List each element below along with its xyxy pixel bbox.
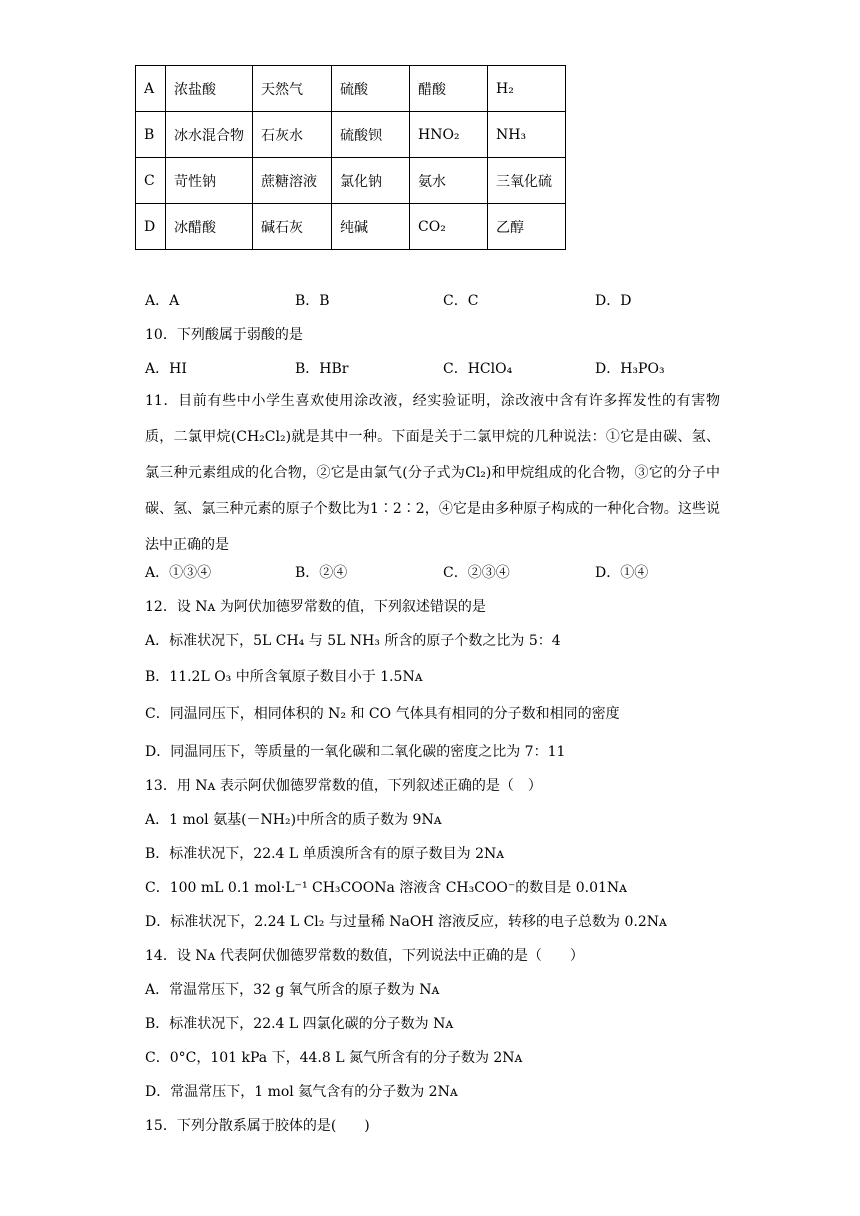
q9-option-b: B．B — [295, 293, 330, 309]
q12-stem: 12．设 Nᴀ 为阿伏加德罗常数的值，下列叙述错误的是 — [145, 599, 486, 615]
q13-option-b: B．标准状况下，22.4 L 单质溴所含有的原子数目为 2Nᴀ — [145, 846, 505, 862]
table-cell: C — [136, 158, 166, 204]
q10-stem: 10．下列酸属于弱酸的是 — [145, 327, 303, 343]
table-row — [136, 204, 566, 250]
table-cell: A — [136, 66, 166, 112]
q13-option-c: C．100 mL 0.1 mol·L⁻¹ CH₃COONa 溶液含 CH₃COO⁻的数目是 0.01Nᴀ — [145, 880, 628, 896]
table-cell: 蔗糖溶液 — [253, 158, 332, 204]
q13-option-d: D．标准状况下，2.24 L Cl₂ 与过量稀 NaOH 溶液反应，转移的电子总数为 0.2Nᴀ — [145, 914, 667, 930]
q14-option-d: D．常温常压下，1 mol 氦气含有的分子数为 2Nᴀ — [145, 1084, 458, 1100]
table-cell: 冰水混合物 — [166, 112, 253, 158]
q12-option-d: D．同温同压下，等质量的一氧化碳和二氧化碳的密度之比为 7：11 — [145, 744, 566, 760]
table-cell: 天然气 — [253, 66, 332, 112]
q11-option-b: B．②④ — [295, 565, 348, 581]
q11-option-d: D．①④ — [595, 565, 649, 581]
table-cell: 醋酸 — [410, 66, 488, 112]
table-cell: D — [136, 204, 166, 250]
table-cell: 碱石灰 — [253, 204, 332, 250]
q10-option-d: D．H₃PO₃ — [595, 361, 665, 377]
table-cell: 氨水 — [410, 158, 488, 204]
q15-stem: 15．下列分散系属于胶体的是( ) — [145, 1118, 370, 1134]
table-row — [136, 158, 566, 204]
table-cell: 纯碱 — [332, 204, 410, 250]
table-cell: 冰醋酸 — [166, 204, 253, 250]
q12-option-a: A．标准状况下，5L CH₄ 与 5L NH₃ 所含的原子个数之比为 5：4 — [145, 633, 561, 649]
q9-option-a: A．A — [145, 293, 180, 309]
q13-stem: 13．用 Nᴀ 表示阿伏伽德罗常数的值，下列叙述正确的是（ ） — [145, 778, 542, 794]
q9-option-d: D．D — [595, 293, 632, 309]
table-cell: 氯化钠 — [332, 158, 410, 204]
q12-option-b: B．11.2L O₃ 中所含氧原子数目小于 1.5Nᴀ — [145, 669, 423, 685]
table-cell: 硫酸钡 — [332, 112, 410, 158]
table-cell: CO₂ — [410, 204, 488, 250]
q11-stem: 11．目前有些中小学生喜欢使用涂改液，经实验证明，涂改液中含有许多挥发性的有害物质，二氯甲烷(CH₂Cl₂)就是其中一种。下面是关于二氯甲烷的几种说法：①它是由碳、氢、氯三种元素组成的化合物，②它是由氯气(分子式为Cl₂)和甲烷组成的化合物，③它的分子中碳、氢、氯三种元素的原子个数比为1∶2∶2，④它是由多种原子构成的一种化合物。这些说法中正确的是 — [145, 393, 720, 553]
q12-option-c: C．同温同压下，相同体积的 N₂ 和 CO 气体具有相同的分子数和相同的密度 — [145, 706, 620, 722]
q14-option-b: B．标准状况下，22.4 L 四氯化碳的分子数为 Nᴀ — [145, 1016, 454, 1032]
table-row — [136, 66, 566, 112]
table-cell: HNO₂ — [410, 112, 488, 158]
table-cell: 石灰水 — [253, 112, 332, 158]
table-row — [136, 112, 566, 158]
table-cell: 苛性钠 — [166, 158, 253, 204]
q14-option-c: C．0°C，101 kPa 下，44.8 L 氮气所含有的分子数为 2Nᴀ — [145, 1050, 523, 1066]
q13-option-a: A．1 mol 氨基(－NH₂)中所含的质子数为 9Nᴀ — [145, 812, 442, 828]
q10-option-c: C．HClO₄ — [443, 361, 513, 377]
q11-option-c: C．②③④ — [443, 565, 510, 581]
q11-option-a: A．①③④ — [145, 565, 212, 581]
q10-option-a: A．HI — [145, 361, 187, 377]
table-cell: 浓盐酸 — [166, 66, 253, 112]
table-cell: 硫酸 — [332, 66, 410, 112]
q10-option-b: B．HBr — [295, 361, 349, 377]
q14-option-a: A．常温常压下，32 g 氧气所含的原子数为 Nᴀ — [145, 982, 440, 998]
q14-stem: 14．设 Nᴀ 代表阿伏伽德罗常数的数值，下列说法中正确的是（ ） — [145, 948, 584, 964]
table-cell: H₂ — [488, 66, 566, 112]
table-cell: B — [136, 112, 166, 158]
classification-table — [135, 65, 566, 250]
q9-option-c: C．C — [443, 293, 479, 309]
table-cell: 三氧化硫 — [488, 158, 566, 204]
table-cell: NH₃ — [488, 112, 566, 158]
table-cell: 乙醇 — [488, 204, 566, 250]
